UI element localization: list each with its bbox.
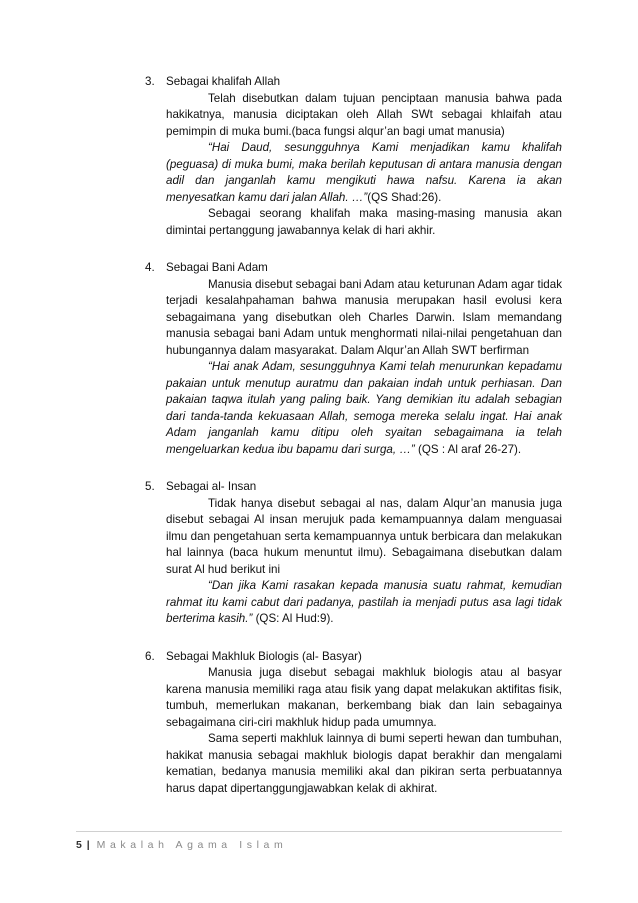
section-body [166,91,562,240]
section-heading [145,260,562,277]
section-number: 5. [145,480,155,493]
paragraph-text: Sama seperti makhluk lainnya di bumi seperti hewan dan tumbuhan, hakikat manusia sebagai makhluk biologis dapat berakhir dan mengalami kematian, bedanya manusia memiliki akal dan pikiran serta perbuatannya harus dapat dipertanggungjawabkan kelak di akhirat. [166,732,562,795]
section-heading [145,74,562,91]
paragraph-text: Telah disebutkan dalam tujuan penciptaan manusia bahwa pada hakikatnya, manusia diciptakan oleh Allah SWt sebagai khlaifah atau pemimpin di muka bumi.(baca fungsi alqur’an bagi umat manusia) [166,91,562,138]
quote-paragraph [166,359,562,458]
footer-title: Makalah Agama Islam [96,839,288,851]
paragraph-text: Sebagai seorang khalifah maka masing-masing manusia akan dimintai pertanggung jawabannya kelak di hari akhir. [166,207,562,237]
section-body [166,277,562,459]
citation: (QS: Al Hud:9). [252,612,334,625]
quran-quote: “Dan jika Kami rasakan kepada manusia suatu rahmat, kemudian rahmat itu kami cabut dari padanya, pastilah ia menjadi putus asa lagi tidak berterima kasih.” [166,579,562,625]
paragraph-text: Manusia juga disebut sebagai makhluk biologis atau al basyar karena manusia memiliki raga atau fisik yang dapat melakukan aktifitas fisik, tumbuh, memerlukan makanan, berkembang biak dan lain sebagainya sebagaimana ciri-ciri makhluk hidup pada umumnya. [166,666,562,729]
section-heading [145,479,562,496]
section-bani-adam [145,260,562,458]
section-title: Sebagai Bani Adam [166,261,268,274]
section-title: Sebagai khalifah Allah [166,75,281,88]
paragraph [166,496,562,579]
quote-paragraph [166,140,562,206]
section-title: Sebagai al- Insan [166,480,257,493]
section-number: 4. [145,261,155,274]
section-al-insan [145,479,562,628]
quran-quote: “Hai Daud, sesungguhnya Kami menjadikan kamu khalifah (peguasa) di muka bumi, maka berilah keputusan di antara manusia dengan adil dan janganlah kamu mengikuti hawa nafsu. Karena ia akan menyesatkan kamu dari jalan Allah. …” [166,141,562,204]
paragraph-text: Manusia disebut sebagai bani Adam atau keturunan Adam agar tidak terjadi kesalahpahaman bahwa manusia merupakan hasil evolusi kera sebagaimana yang disebutkan oleh Charles Darwin. Islam memandang manusia sebagai bani Adam untuk menghormati nilai-nilai pengetahuan dan hubungannya dalam masyarakat. Dalam Alqur’an Allah SWT berfirman [166,277,562,357]
paragraph [166,731,562,797]
paragraph-text: Tidak hanya disebut sebagai al nas, dalam Alqur’an manusia juga disebut sebagai Al insan merujuk pada kemampuannya dalam menguasai ilmu dan pengetahuan serta kemampuannya untuk berbicara dan melakukan hal lainnya (baca hukum menuntut ilmu). Sebagaimana disebutkan dalam surat Al hud berikut ini [166,496,562,576]
page-number: 5 [76,839,82,851]
paragraph [166,277,562,360]
citation: (QS : Al araf 26-27). [414,442,522,456]
footer-separator: | [86,839,90,851]
page-content [145,74,562,818]
page-footer [76,831,562,852]
section-body [166,496,562,628]
citation: (QS Shad:26). [367,190,442,204]
quote-paragraph [166,578,562,628]
section-number: 3. [145,75,155,88]
paragraph [166,206,562,239]
quran-quote: “Hai anak Adam, sesungguhnya Kami telah menurunkan kepadamu pakaian untuk menutup auratmu dan pakaian indah untuk perhiasan. Dan pakaian taqwa itulah yang paling baik. Yang demikian itu adalah sebagian dari tanda-tanda kekuasaan Allah, semoga mereka selalu ingat. Hai anak Adam janganlah kamu ditipu oleh syaitan sebagaimana ia telah mengeluarkan kedua ibu bapamu dari surga, …” [166,360,562,456]
section-makhluk-biologis [145,649,562,798]
paragraph [166,91,562,141]
section-khalifah [145,74,562,239]
section-body [166,665,562,797]
section-heading [145,649,562,666]
paragraph [166,665,562,731]
section-number: 6. [145,649,155,663]
section-title: Sebagai Makhluk Biologis (al- Basyar) [166,649,362,663]
